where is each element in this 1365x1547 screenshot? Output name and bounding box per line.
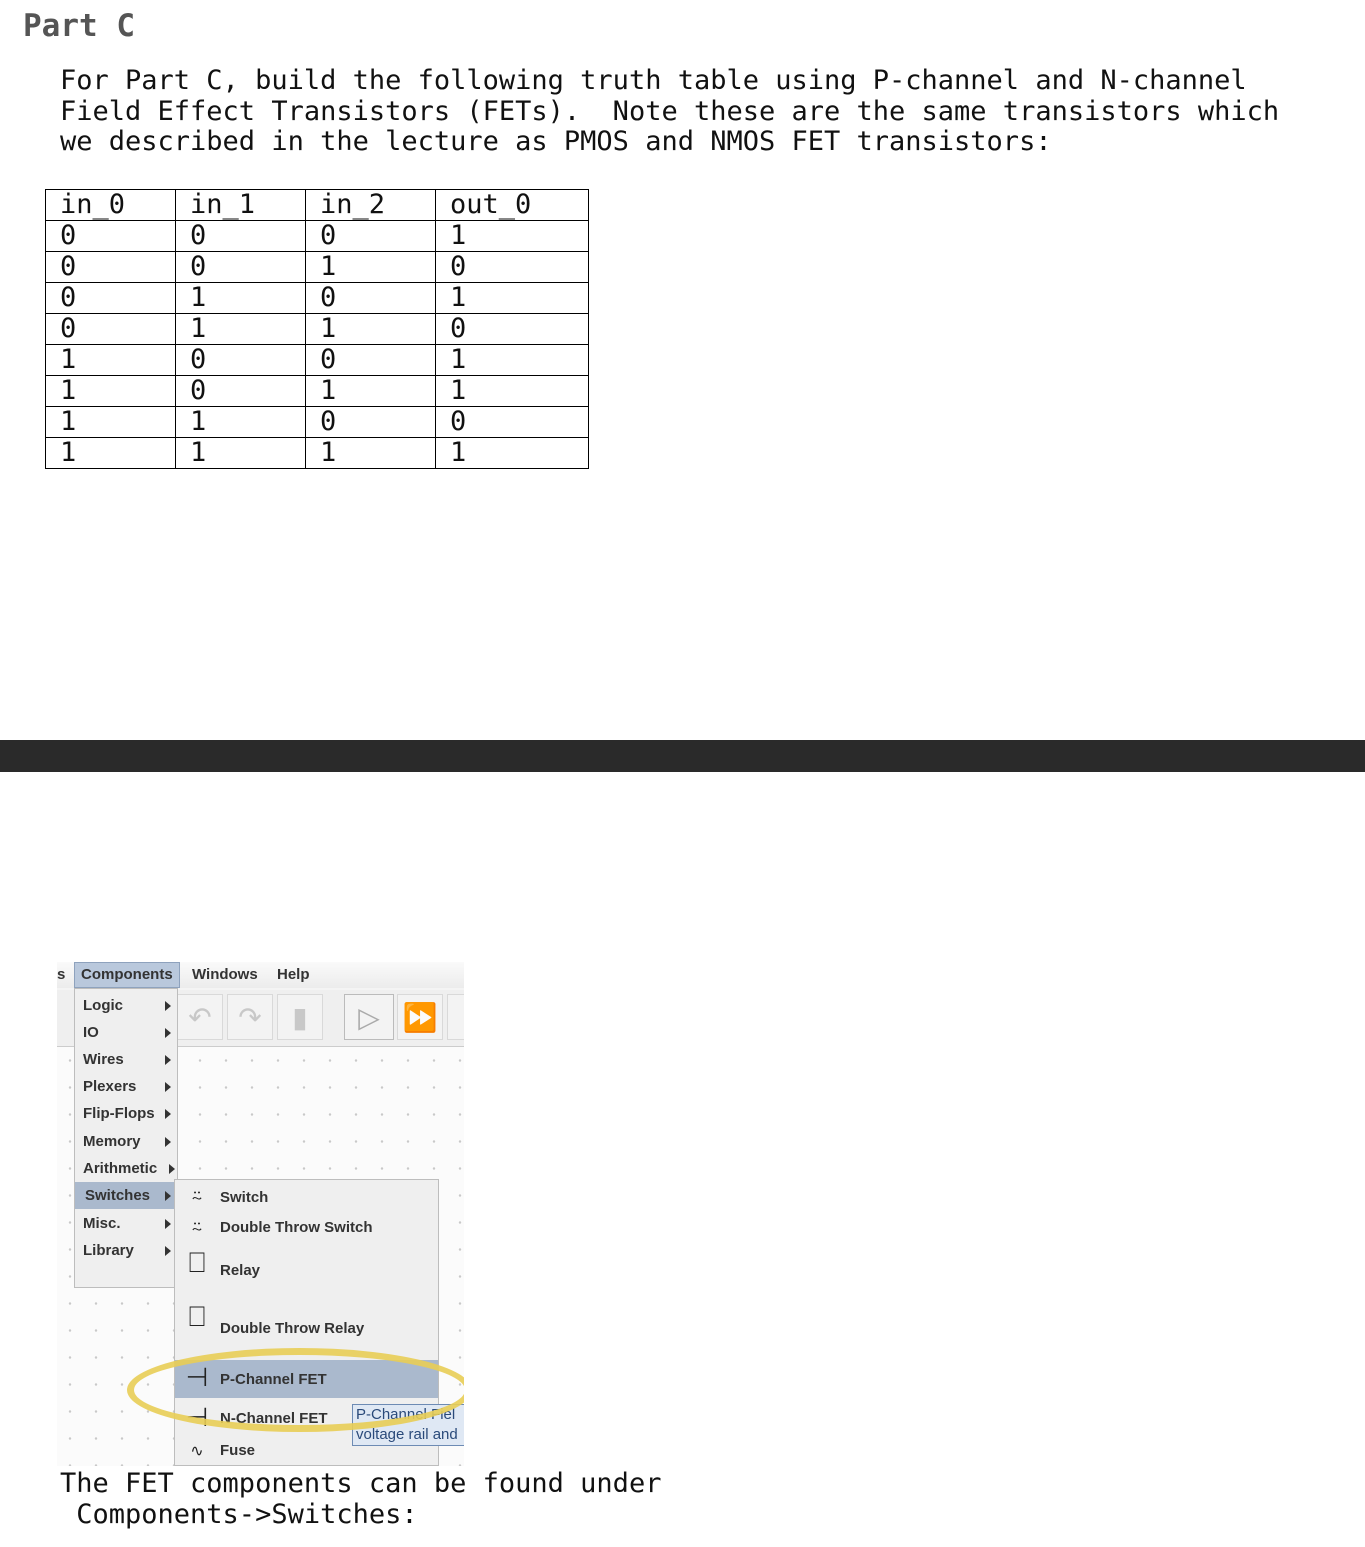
table-cell: 1 <box>306 438 436 469</box>
menu-item-label: Double Throw Switch <box>220 1219 373 1236</box>
fuse-icon: ∿ <box>190 1441 204 1460</box>
submenu-arrow-icon <box>165 1109 171 1119</box>
table-cell: 0 <box>46 283 176 314</box>
table-cell: 1 <box>46 438 176 469</box>
delete-icon[interactable]: ▮ <box>277 994 323 1040</box>
table-cell: 1 <box>306 376 436 407</box>
menu-windows[interactable]: Windows <box>192 966 258 983</box>
table-cell: 1 <box>436 438 589 469</box>
menu-item-label: Arithmetic <box>83 1160 158 1177</box>
menu-item-flip-flops[interactable] <box>75 1100 177 1127</box>
intro-line: we described in the lecture as PMOS and NMOS FET transistors: <box>60 126 1052 157</box>
submenu-arrow-icon <box>165 1028 171 1038</box>
column-header: in_2 <box>306 190 436 221</box>
menu-item-label: Fuse <box>220 1442 256 1459</box>
menu-item-label: Library <box>83 1242 134 1259</box>
switch-icon: ⍨ <box>191 1184 203 1208</box>
menu-components[interactable]: Components <box>74 962 180 988</box>
menu-item-label: Switches <box>85 1187 151 1204</box>
intro-line: Field Effect Transistors (FETs). Note these are the same transistors which <box>60 95 1280 127</box>
highlight-circle <box>127 1348 464 1432</box>
table-row <box>46 221 589 252</box>
menu-item-label: Switch <box>220 1189 269 1206</box>
submenu-arrow-icon <box>165 1246 171 1256</box>
table-cell: 0 <box>436 314 589 345</box>
table-cell: 0 <box>46 221 176 252</box>
table-row <box>46 314 589 345</box>
app-screenshot <box>57 962 464 1466</box>
menu-bar <box>57 962 464 988</box>
menu-item-logic[interactable] <box>75 992 177 1019</box>
table-cell: 0 <box>176 252 306 283</box>
menu-item-label: IO <box>83 1024 99 1041</box>
menu-item-library[interactable] <box>75 1237 177 1264</box>
submenu-arrow-icon <box>165 1219 171 1229</box>
menu-help[interactable]: Help <box>277 966 310 983</box>
table-cell: 1 <box>46 407 176 438</box>
tooltip-line: P-Channel Fiel <box>356 1406 456 1423</box>
menu-item-switch[interactable] <box>175 1182 438 1212</box>
intro-paragraph <box>60 66 1350 158</box>
table-row <box>46 438 589 469</box>
table-cell: 1 <box>176 283 306 314</box>
play-icon[interactable]: ▷ <box>344 994 394 1040</box>
column-header: in_0 <box>46 190 176 221</box>
menu-item-relay[interactable] <box>175 1244 438 1296</box>
table-cell: 1 <box>436 283 589 314</box>
step-icon[interactable]: ⏩ <box>397 994 443 1040</box>
table-cell: 1 <box>46 345 176 376</box>
undo-icon[interactable]: ↶ <box>177 994 223 1040</box>
menu-item-misc[interactable] <box>75 1210 177 1237</box>
submenu-arrow-icon <box>169 1164 175 1174</box>
menu-item-label: P-Channel FET <box>220 1371 327 1388</box>
menu-item-switches[interactable] <box>75 1182 177 1209</box>
column-header: in_1 <box>176 190 306 221</box>
caption-line: The FET components can be found under <box>60 1468 662 1499</box>
table-row <box>46 407 589 438</box>
menu-item-label: Relay <box>220 1262 261 1279</box>
tooltip-line: voltage rail and <box>356 1426 458 1443</box>
double-throw-relay-icon: ⎕ <box>188 1300 206 1333</box>
part-heading: Part C <box>23 8 135 44</box>
menu-item-label: Logic <box>83 997 123 1014</box>
p-channel-fet-icon: ⊣ <box>185 1363 209 1393</box>
table-cell: 0 <box>306 407 436 438</box>
components-menu <box>74 988 178 1288</box>
redo-icon[interactable]: ↷ <box>227 994 273 1040</box>
menu-item-label: Plexers <box>83 1078 137 1095</box>
table-cell: 1 <box>176 438 306 469</box>
menu-item-label: Double Throw Relay <box>220 1320 365 1337</box>
table-cell: 1 <box>46 376 176 407</box>
caption-line: Components->Switches: <box>60 1499 418 1530</box>
menu-item-plexers[interactable] <box>75 1073 177 1100</box>
menu-item-memory[interactable] <box>75 1128 177 1155</box>
menu-item-label: Misc. <box>83 1215 121 1232</box>
caption <box>60 1468 661 1530</box>
table-row <box>46 283 589 314</box>
table-cell: 1 <box>436 221 589 252</box>
menu-item-label: N-Channel FET <box>220 1410 328 1427</box>
menu-item-label: Wires <box>83 1051 124 1068</box>
menu-item-wires[interactable] <box>75 1046 177 1073</box>
menu-item-io[interactable] <box>75 1019 177 1046</box>
submenu-arrow-icon <box>165 1191 171 1201</box>
n-channel-fet-icon: ⊣ <box>185 1403 209 1433</box>
table-cell: 0 <box>176 221 306 252</box>
table-cell: 0 <box>306 221 436 252</box>
table-cell: 0 <box>176 376 306 407</box>
table-cell: 0 <box>436 407 589 438</box>
toolbar-button-partial[interactable] <box>447 994 464 1040</box>
double-throw-switch-icon: ⍨ <box>191 1215 203 1239</box>
relay-icon: ⎕ <box>188 1246 206 1279</box>
table-header-row <box>46 190 589 221</box>
submenu-arrow-icon <box>165 1137 171 1147</box>
menu-item-label: Flip-Flops <box>83 1105 155 1122</box>
column-header: out_0 <box>436 190 589 221</box>
submenu-arrow-icon <box>165 1055 171 1065</box>
table-row <box>46 376 589 407</box>
table-cell: 1 <box>306 252 436 283</box>
table-cell: 0 <box>306 345 436 376</box>
table-cell: 0 <box>46 252 176 283</box>
table-cell: 0 <box>306 283 436 314</box>
intro-line: For Part C, build the following truth table using P-channel and N-channel <box>60 65 1247 96</box>
submenu-arrow-icon <box>165 1082 171 1092</box>
table-row <box>46 345 589 376</box>
table-cell: 1 <box>436 376 589 407</box>
menu-item-label: Memory <box>83 1133 141 1150</box>
table-cell: 0 <box>436 252 589 283</box>
table-cell: 1 <box>176 407 306 438</box>
submenu-arrow-icon <box>165 1001 171 1011</box>
menu-item-double-throw-switch[interactable] <box>175 1212 438 1244</box>
table-cell: 1 <box>436 345 589 376</box>
table-cell: 0 <box>46 314 176 345</box>
truth-table <box>45 189 589 469</box>
table-cell: 1 <box>176 314 306 345</box>
menu-item-arithmetic[interactable] <box>75 1155 177 1182</box>
section-divider <box>0 740 1365 772</box>
table-cell: 1 <box>306 314 436 345</box>
table-cell: 0 <box>176 345 306 376</box>
table-row <box>46 252 589 283</box>
menu-partial: s <box>57 966 66 983</box>
